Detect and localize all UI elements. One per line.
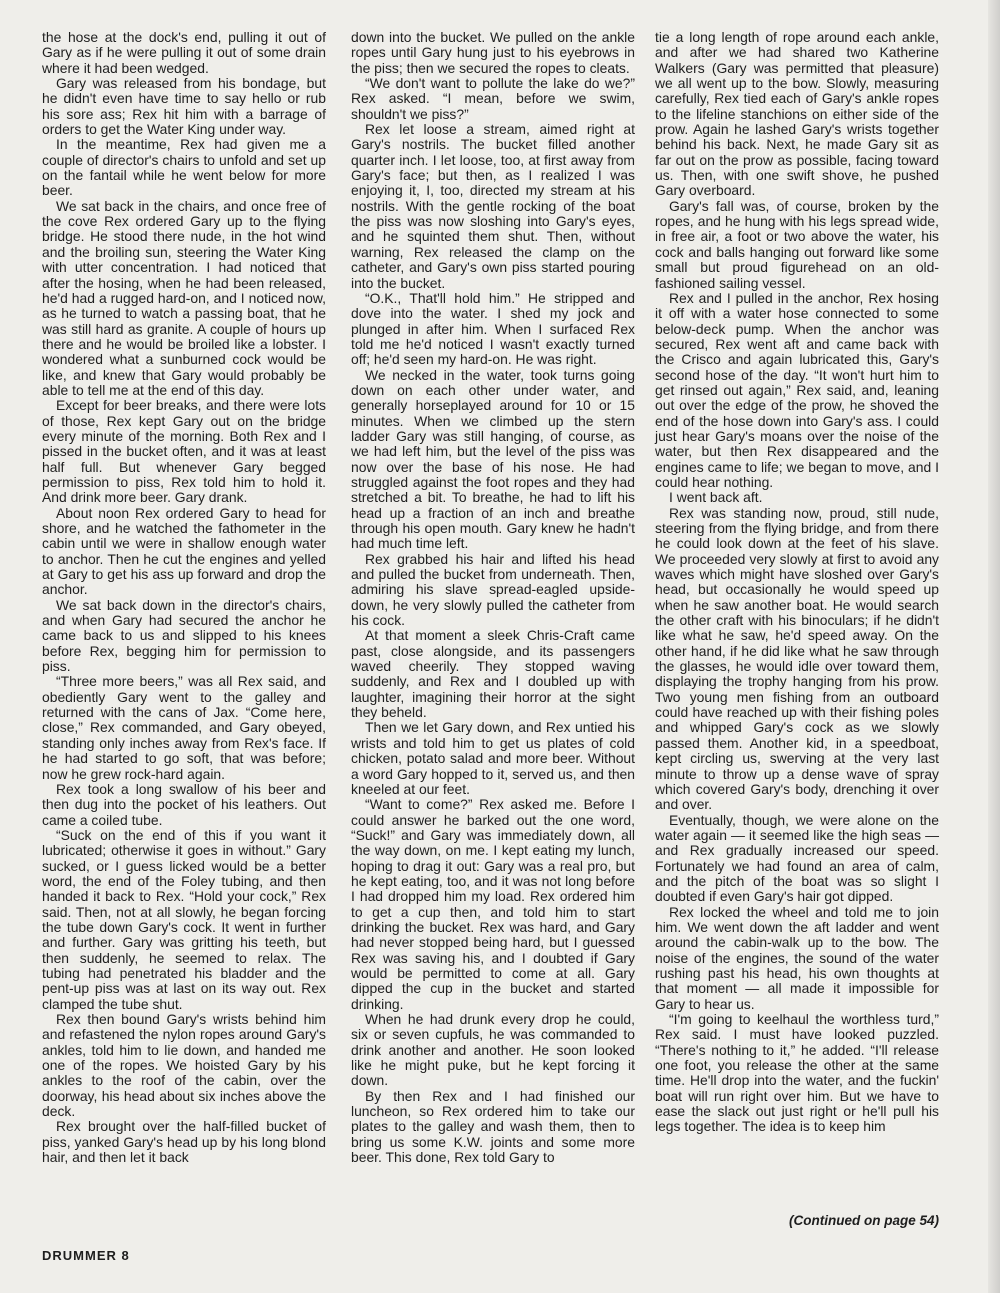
paragraph: tie a long length of rope around each ankle, and after we had shared two Katherine Walkers (Gary was permitted that pleasure) we all went up to the bow. Slowly, measuring carefully, Rex tied each of Gary's ankle ropes to the lifeline stanchions on either side of the prow. Again he lashed Gary's wrists together behind his back. Next, he made Gary sit as far out on the prow as possible, facing toward us. Then, with one swift shove, he pushed Gary overboard. (655, 29, 939, 199)
paragraph: Rex locked the wheel and told me to join him. We went down the aft ladder and went around the cabin-walk up to the bow. The noise of the engines, the sound of the water rushing past his head, his own thoughts at that moment — all made it impossible for Gary to hear us. (655, 903, 939, 1012)
paragraph: Rex let loose a stream, aimed right at Gary's nostrils. The bucket filled another quarter inch. I let loose, too, at first away from Gary's face; but then, as I realized I was enjoying it, I, too, directed my stream at his nostrils. With the gentle rocking of the boat the piss was now sloshing into Gary's eyes, and he squinted them shut. Then, without warning, Rex released the clamp on the catheter, and Gary's own piss started pouring into the bucket. (351, 121, 635, 291)
article-column-1 (42, 30, 326, 1165)
paragraph: “Suck on the end of this if you want it lubricated; otherwise it goes in without.” Gary sucked, or I guess licked would be a better word, the end of the Foley tubing, and then handed it back to Rex. “Hold your cock,” Rex said. Then, not at all slowly, he began forcing the tube down Gary's cock. It went in further and further. Gary was gritting his teeth, but then suddenly, he seemed to relax. The tubing had penetrated his bladder and the pent-up piss was at last on its way out. Rex clamped the tube shut. (42, 826, 326, 1012)
paragraph: “I'm going to keelhaul the worthless turd,” Rex said. I must have looked puzzled. “There's nothing to it,” he added. “I'll release one foot, you release the other at the same time. He'll drop into the water, and the fuckin' boat will run right over him. But we have to ease the slack out just right or he'll pull his legs together. The idea is to keep him (655, 1011, 939, 1135)
paragraph: Rex was standing now, proud, still nude, steering from the flying bridge, and from there he could look down at the feet of his slave. We proceeded very slowly at first to avoid any waves which might have sloshed over Gary's head, but occasionally he would speed up when he saw another boat. He would search the other craft with his binoculars; if he didn't like what he saw, he'd speed away. On the other hand, if he did like what he saw through the glasses, he would idle over toward them, displaying the trophy hanging from his prow. Two young men fishing from an outboard could have reached up with their fishing poles and whipped Gary's cock as we slowly passed them. Another kid, in a speedboat, kept circling us, swerving at the very last minute to throw up a dense wave of spray which covered Gary's body, drenching it over and over. (655, 504, 939, 813)
paragraph: down into the bucket. We pulled on the ankle ropes until Gary hung just to his eyebrows in the piss; then we secured the ropes to cleats. (351, 29, 635, 76)
article-column-3 (655, 30, 939, 1135)
paragraph: Rex and I pulled in the anchor, Rex hosing it off with a water hose connected to some below-deck pump. When the anchor was secured, Rex went aft and came back with the Crisco and again lubricated this, Gary's second hose of the day. “It won't hurt him to get rinsed out again,” Rex said, and, leaning out over the edge of the prow, he shoved the end of the hose down into Gary's ass. I could just hear Gary's moans over the noise of the water, but then Rex disappeared and the engines came to life; we began to move, and I could hear nothing. (655, 289, 939, 490)
page-footer-folio: DRUMMER 8 (42, 1248, 130, 1263)
paragraph: “We don't want to pollute the lake do we?” Rex asked. “I mean, before we swim, shouldn't we piss?” (351, 75, 635, 122)
paragraph: Eventually, though, we were alone on the water again — it seemed like the high seas — and Rex gradually increased our speed. Fortunately we had found an area of calm, and the pitch of the boat was so slight I doubted if even Gary's hair got dipped. (655, 811, 939, 905)
paragraph: Except for beer breaks, and there were lots of those, Rex kept Gary out on the bridge every minute of the morning. Both Rex and I pissed in the bucket often, and it was at least half full. But whenever Gary begged permission to piss, Rex told him to hold it. And drink more beer. Gary drank. (42, 397, 326, 506)
paragraph: Gary was released from his bondage, but he didn't even have time to say hello or rub his sore ass; Rex hit him with a barrage of orders to get the Water King under way. (42, 75, 326, 138)
paragraph: “Three more beers,” was all Rex said, and obediently Gary went to the galley and returned with the cans of Jax. “Come here, close,” Rex commanded, and Gary obeyed, standing only inches away from Rex's face. If he had started to go soft, that was before; now he grew rock-hard again. (42, 673, 326, 782)
paragraph: We sat back in the chairs, and once free of the cove Rex ordered Gary up to the flying bridge. He stood there nude, in the hot wind and the broiling sun, steering the Water King with utter concentration. I had noticed that after the hosing, when he had been released, he'd had a rugged hard-on, and I noticed now, as he turned to watch a passing boat, that he was still hard as granite. A couple of hours up there and he would be broiled like a lobster. I wondered what a sunburned cock would be like, and knew that Gary would probably be able to tell me at the end of this day. (42, 197, 326, 398)
paragraph: Rex took a long swallow of his beer and then dug into the pocket of his leathers. Out came a coiled tube. (42, 780, 326, 828)
paragraph: We necked in the water, took turns going down on each other under water, and generally horseplayed around for 10 or 15 minutes. When we climbed up the stern ladder Gary was still hanging, of course, as we had left him, but the level of the piss was now over the base of his nose. He had struggled against the foot ropes and they had stretched a bit. To breathe, he had to lift his head up a fraction of an inch and breathe through his open mouth. Gary knew he hadn't had much time left. (351, 366, 635, 552)
paragraph: “Want to come?” Rex asked me. Before I could answer he barked out the one word, “Suck!” and Gary was immediately down, all the way down, on me. I kept eating my lunch, hoping to drag it out: Gary was a real pro, but he kept eating, too, and it was not long before I had dropped him my load. Rex ordered him to get a cup then, and told him to start drinking the bucket. Rex was hard, and Gary had never stopped being hard, but I guessed Rex was saving his, and I doubted if Gary would be permitted to come at all. Gary dipped the cup in the bucket and started drinking. (351, 796, 635, 1012)
paragraph: When he had drunk every drop he could, six or seven cupfuls, he was commanded to drink another and another. He soon looked like he might puke, but he kept forcing it down. (351, 1011, 635, 1089)
paragraph: We sat back down in the director's chairs, and when Gary had secured the anchor he came back to us and slipped to his knees before Rex, begging him for permission to piss. (42, 596, 326, 675)
paragraph: Rex grabbed his hair and lifted his head and pulled the bucket from underneath. Then, admiring his slave spread-eagled upside-down, he very slowly pulled the catheter from his cock. (351, 550, 635, 629)
paragraph: Rex then bound Gary's wrists behind him and refastened the nylon ropes around Gary's ankles, told him to lie down, and handed me one of the ropes. We hoisted Gary by his ankles to the roof of the cabin, over the doorway, his head about six inches above the deck. (42, 1011, 326, 1120)
paragraph: Gary's fall was, of course, broken by the ropes, and he hung with his legs spread wide, in free air, a foot or two above the water, his cock and balls hanging out forward like some small but proud figurehead on an old-fashioned sailing vessel. (655, 197, 939, 291)
paragraph: In the meantime, Rex had given me a couple of director's chairs to unfold and set up on the fantail while he went below for more beer. (42, 136, 326, 199)
paragraph: I went back aft. (669, 489, 763, 506)
paragraph: At that moment a sleek Chris-Craft came past, close alongside, and its passengers waved cheerily. They stopped waving suddenly, and Rex and I doubled up with laughter, imagining their horror at the sight they beheld. (351, 627, 635, 721)
paragraph: “O.K., That'll hold him.” He stripped and dove into the water. I shed my jock and plunged in after him. When I surfaced Rex told me he'd noticed I wasn't exactly turned off; he'd seen my hard-on. He was right. (351, 289, 635, 368)
page-binding-edge (988, 0, 1000, 1293)
continued-note: (Continued on page 54) (789, 1213, 939, 1228)
paragraph: About noon Rex ordered Gary to head for shore, and he watched the fathometer in the cabin until we were in shallow enough water to anchor. Then he cut the engines and yelled at Gary to get his ass up forward and drop the anchor. (42, 504, 326, 598)
paragraph: By then Rex and I had finished our luncheon, so Rex ordered him to take our plates to the galley and wash them, then to bring us some K.W. joints and some more beer. This done, Rex told Gary to (351, 1087, 635, 1166)
paragraph: Then we let Gary down, and Rex untied his wrists and told him to get us plates of cold chicken, potato salad and more beer. Without a word Gary hopped to it, served us, and then kneeled at our feet. (351, 719, 635, 797)
article-column-2 (351, 30, 635, 1165)
paragraph: Rex brought over the half-filled bucket of piss, yanked Gary's head up by his long blond hair, and then let it back (42, 1118, 326, 1166)
paragraph: the hose at the dock's end, pulling it out of Gary as if he were pulling it out of some drain where it had been wedged. (42, 29, 326, 76)
